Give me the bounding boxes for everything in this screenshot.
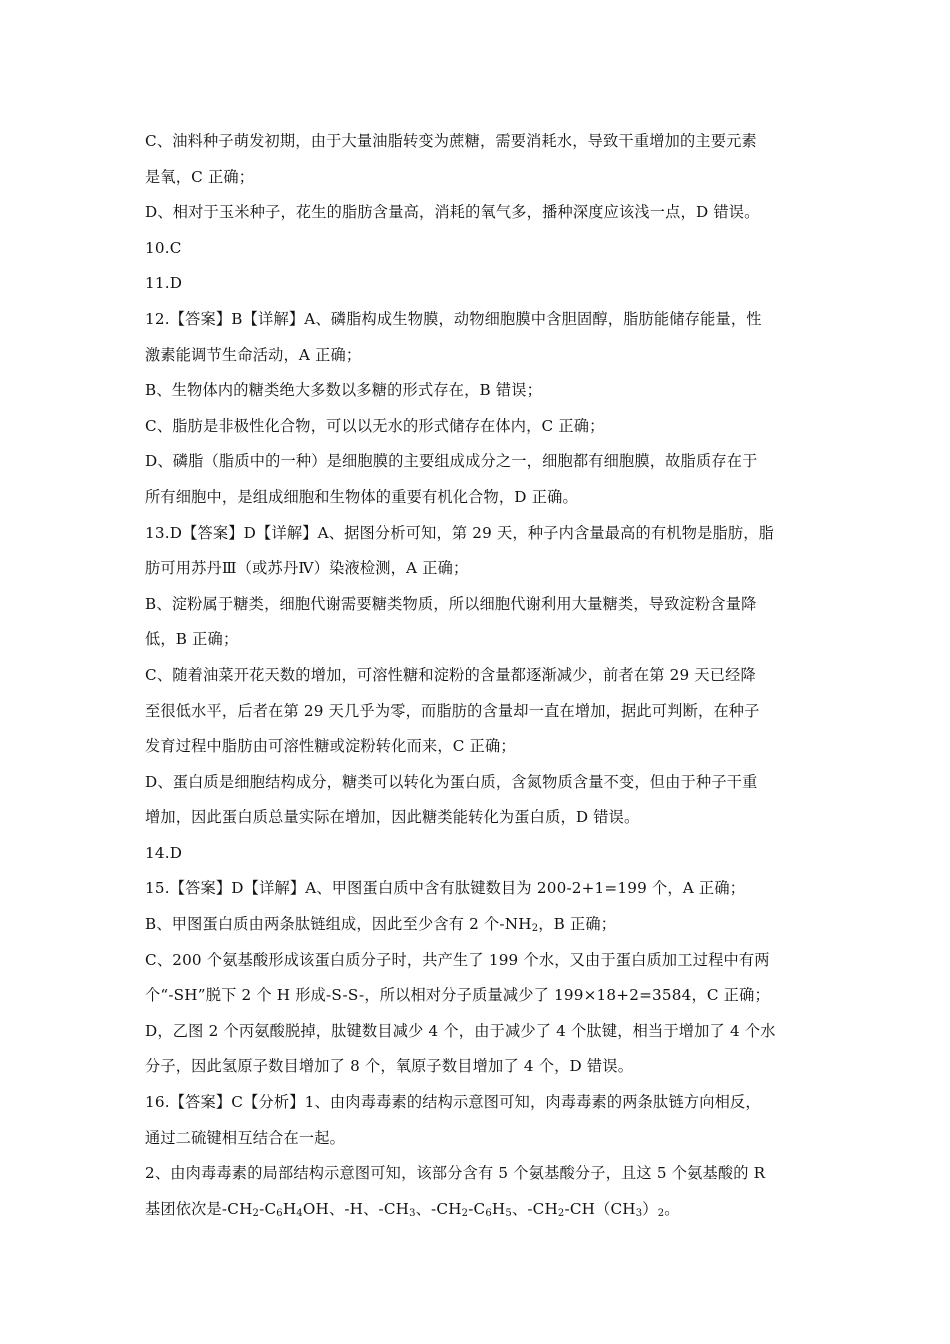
answer-16: 16.【答案】C【分析】1、由肉毒毒素的结构示意图可知，肉毒毒素的两条肽链方向相反， bbox=[145, 1093, 761, 1112]
formula-sub: 6 bbox=[485, 1207, 492, 1219]
answer-11: 11.D bbox=[145, 274, 183, 293]
formula-part: -C bbox=[259, 1199, 277, 1218]
text-line: 2、由肉毒毒素的局部结构示意图可知，该部分含有 5 个氨基酸分子，且这 5 个氨基酸的 R bbox=[145, 1164, 766, 1183]
text-line: 通过二硫键相互结合在一起。 bbox=[145, 1128, 346, 1147]
formula-sub: 2 bbox=[657, 1207, 665, 1219]
answer-text-block bbox=[145, 124, 810, 1227]
text-line: 是氧，C 正确； bbox=[145, 167, 255, 186]
text-line: 所有细胞中，是组成细胞和生物体的重要有机化合物，D 正确。 bbox=[145, 487, 578, 506]
text-line: 个“-SH”脱下 2 个 H 形成-S-S-，所以相对分子质量减少了 199×18+2=3584，C 正确； bbox=[145, 986, 770, 1005]
answer-12: 12.【答案】B【详解】A、磷脂构成生物膜，动物细胞膜中含胆固醇，脂肪能储存能量，性 bbox=[145, 309, 762, 328]
text-line: D、蛋白质是细胞结构成分，糖类可以转化为蛋白质，含氮物质含量不变，但由于种子干重 bbox=[145, 772, 758, 791]
formula-part: 、-CH bbox=[415, 1199, 462, 1218]
text-line: 增加，因此蛋白质总量实际在增加，因此糖类能转化为蛋白质，D 错误。 bbox=[145, 808, 640, 827]
formula-part: 基团依次是-CH bbox=[145, 1199, 253, 1218]
text-line: 激素能调节生命活动，A 正确； bbox=[145, 345, 362, 364]
text-line: D、相对于玉米种子，花生的脂肪含量高，消耗的氧气多，播种深度应该浅一点，D 错误。 bbox=[145, 203, 760, 222]
nh2-text-after: ，B 正确； bbox=[538, 915, 617, 934]
text-line: C、200 个氨基酸形成该蛋白质分子时，共产生了 199 个水，又由于蛋白质加工过程中有两 bbox=[145, 950, 770, 969]
text-line: 分子，因此氢原子数目增加了 8 个，氧原子数目增加了 4 个，D 错误。 bbox=[145, 1057, 634, 1076]
formula-part: 。 bbox=[664, 1199, 680, 1218]
formula-part: H bbox=[491, 1199, 506, 1218]
formula-sub: 2 bbox=[461, 1207, 469, 1219]
answer-13: 13.D【答案】D【详解】A、据图分析可知，第 29 天，种子内含量最高的有机物是脂肪，脂 bbox=[145, 523, 775, 542]
formula-sub: 3 bbox=[635, 1207, 643, 1219]
nh2-text-before: B、甲图蛋白质由两条肽链组成，因此至少含有 2 个-NH bbox=[145, 915, 532, 934]
text-line: B、淀粉属于糖类，细胞代谢需要糖类物质，所以细胞代谢利用大量糖类，导致淀粉含量降 bbox=[145, 594, 757, 613]
formula-part: -C bbox=[468, 1199, 486, 1218]
text-line: D，乙图 2 个丙氨酸脱掉，肽键数目减少 4 个，由于减少了 4 个肽键，相当于增加了 4 个水 bbox=[145, 1021, 776, 1040]
formula-sub: 6 bbox=[276, 1207, 283, 1219]
text-line: 至很低水平，后者在第 29 天几乎为零，而脂肪的含量却一直在增加，据此可判断，在种子 bbox=[145, 701, 760, 720]
formula-part: ） bbox=[642, 1199, 658, 1218]
text-line: C、随着油菜开花天数的增加，可溶性糖和淀粉的含量都逐渐减少，前者在第 29 天已经降 bbox=[145, 665, 756, 684]
text-line: C、脂肪是非极性化合物，可以以无水的形式储存在体内，C 正确； bbox=[145, 416, 605, 435]
text-line: B、生物体内的糖类绝大多数以多糖的形式存在，B 错误； bbox=[145, 381, 543, 400]
formula-part: OH、-H、-CH bbox=[302, 1199, 410, 1218]
formula-part: -CH（CH bbox=[564, 1199, 636, 1218]
formula-sub: 4 bbox=[296, 1207, 303, 1219]
answer-15: 15.【答案】D【详解】A、甲图蛋白质中含有肽键数目为 200-2+1=199 个，A 正确； bbox=[145, 879, 746, 898]
text-line-nh2 bbox=[145, 907, 810, 943]
formula-sub: 5 bbox=[505, 1207, 512, 1219]
answer-10: 10.C bbox=[145, 238, 182, 257]
text-line-r-groups bbox=[145, 1192, 810, 1228]
answer-14: 14.D bbox=[145, 843, 183, 862]
text-line: 低，B 正确； bbox=[145, 630, 239, 649]
text-line: 肪可用苏丹Ⅲ（或苏丹Ⅳ）染液检测，A 正确； bbox=[145, 559, 469, 578]
formula-sub: 2 bbox=[252, 1207, 260, 1219]
nh2-subscript: 2 bbox=[531, 923, 539, 935]
formula-sub: 3 bbox=[409, 1207, 416, 1219]
formula-sub: 2 bbox=[557, 1207, 565, 1219]
text-line: 发育过程中脂肪由可溶性糖或淀粉转化而来，C 正确； bbox=[145, 737, 516, 756]
formula-part: 、-CH bbox=[511, 1199, 558, 1218]
formula-part: H bbox=[282, 1199, 297, 1218]
text-line: C、油料种子萌发初期，由于大量油脂转变为蔗糖，需要消耗水，导致干重增加的主要元素 bbox=[145, 132, 757, 150]
text-line: D、磷脂（脂质中的一种）是细胞膜的主要组成成分之一，细胞都有细胞膜，故脂质存在于 bbox=[145, 452, 758, 471]
